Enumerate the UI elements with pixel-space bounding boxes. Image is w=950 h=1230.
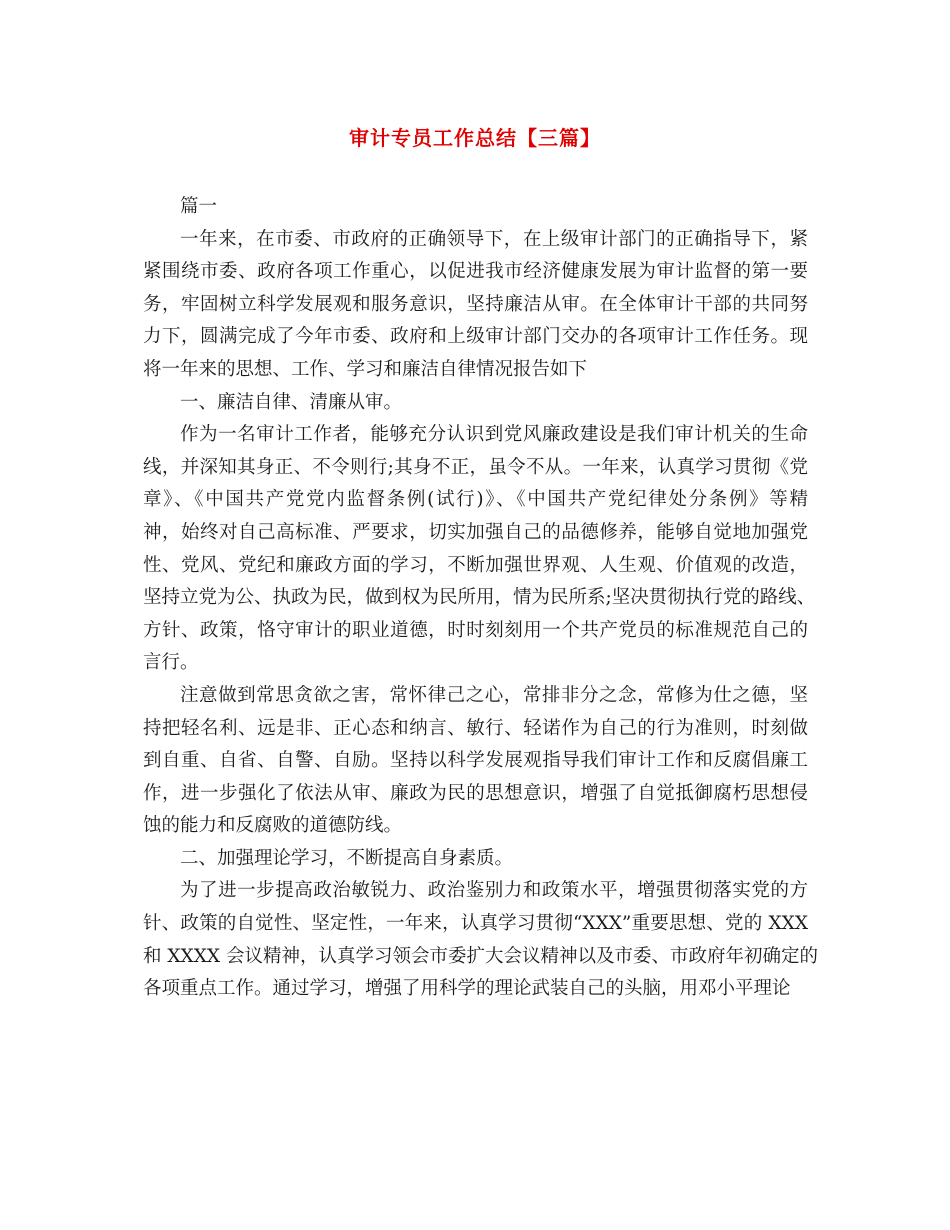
text-line: 方针、政策，恪守审计的职业道德，时时刻刻用一个共产党员的标准规范自己的 (143, 619, 808, 641)
body-paragraph (143, 875, 818, 1005)
text-line: 将一年来的思想、工作、学习和廉洁自律情况报告如下 (143, 358, 588, 380)
text-line: 神，始终对自己高标准、严要求，切实加强自己的品德修养，能够自觉地加强党 (143, 521, 808, 543)
document-title: 审计专员工作总结【三篇】 (349, 126, 601, 150)
text-line: 紧围绕市委、政府各项工作重心，以促进我市经济健康发展为审计监督的第一要 (143, 261, 808, 283)
section-heading (143, 191, 808, 224)
body-paragraph (143, 419, 816, 680)
text-line: 篇一 (180, 196, 218, 217)
text-line: 务，牢固树立科学发展观和服务意识，坚持廉洁从审。在全体审计干部的共同努 (143, 293, 808, 315)
text-line: 性、党风、党纪和廉政方面的学习，不断加强世界观、人生观、价值观的改造， (143, 554, 808, 576)
section-heading (143, 387, 808, 420)
text-line: 到自重、自省、自警、自励。坚持以科学发展观指导我们审计工作和反腐倡廉工 (143, 750, 808, 772)
text-line: 坚持立党为公、执政为民，做到权为民所用，情为民所系;坚决贯彻执行党的路线、 (143, 587, 816, 609)
text-line: 一年来，在市委、市政府的正确领导下，在上级审计部门的正确指导下，紧 (180, 228, 808, 250)
text-line: 力下，圆满完成了今年市委、政府和上级审计部门交办的各项审计工作任务。现 (143, 326, 808, 348)
text-line: 二、加强理论学习，不断提高自身素质。 (180, 847, 514, 869)
body-paragraph (143, 680, 808, 843)
text-line: 言行。 (143, 652, 199, 674)
text-line: 作，进一步强化了依法从审、廉政为民的思想意识，增强了自觉抵御腐朽思想侵 (143, 782, 808, 804)
text-line: 线，并深知其身正、不令则行;其身不正，虽令不从。一年来，认真学习贯彻《党 (143, 456, 808, 478)
text-line: 蚀的能力和反腐败的道德防线。 (143, 815, 403, 837)
text-line: 针、政策的自觉性、坚定性，一年来，认真学习贯彻“XXX”重要思想、党的 XXX (143, 913, 808, 935)
text-line: 作为一名审计工作者，能够充分认识到党风廉政建设是我们审计机关的生命 (180, 424, 808, 446)
body-paragraph (143, 224, 808, 387)
text-line: 为了进一步提高政治敏锐力、政治鉴别力和政策水平，增强贯彻落实党的方 (180, 880, 808, 902)
text-line: 一、廉洁自律、清廉从审。 (180, 391, 403, 413)
text-line: 章》、《中国共产党党内监督条例(试行)》、《中国共产党纪律处分条例》等精 (143, 489, 808, 511)
text-line: 和 XXXX 会议精神，认真学习领会市委扩大会议精神以及市委、市政府年初确定的 (143, 945, 818, 967)
text-line: 各项重点工作。通过学习，增强了用科学的理论武装自己的头脑，用邓小平理论 (143, 978, 791, 1000)
section-heading (143, 843, 808, 876)
text-line: 注意做到常思贪欲之害，常怀律己之心，常排非分之念，常修为仕之德，坚 (180, 684, 808, 706)
document-body (143, 191, 818, 1006)
text-line: 持把轻名利、远是非、正心态和纳言、敏行、轻诺作为自己的行为准则，时刻做 (143, 717, 808, 739)
